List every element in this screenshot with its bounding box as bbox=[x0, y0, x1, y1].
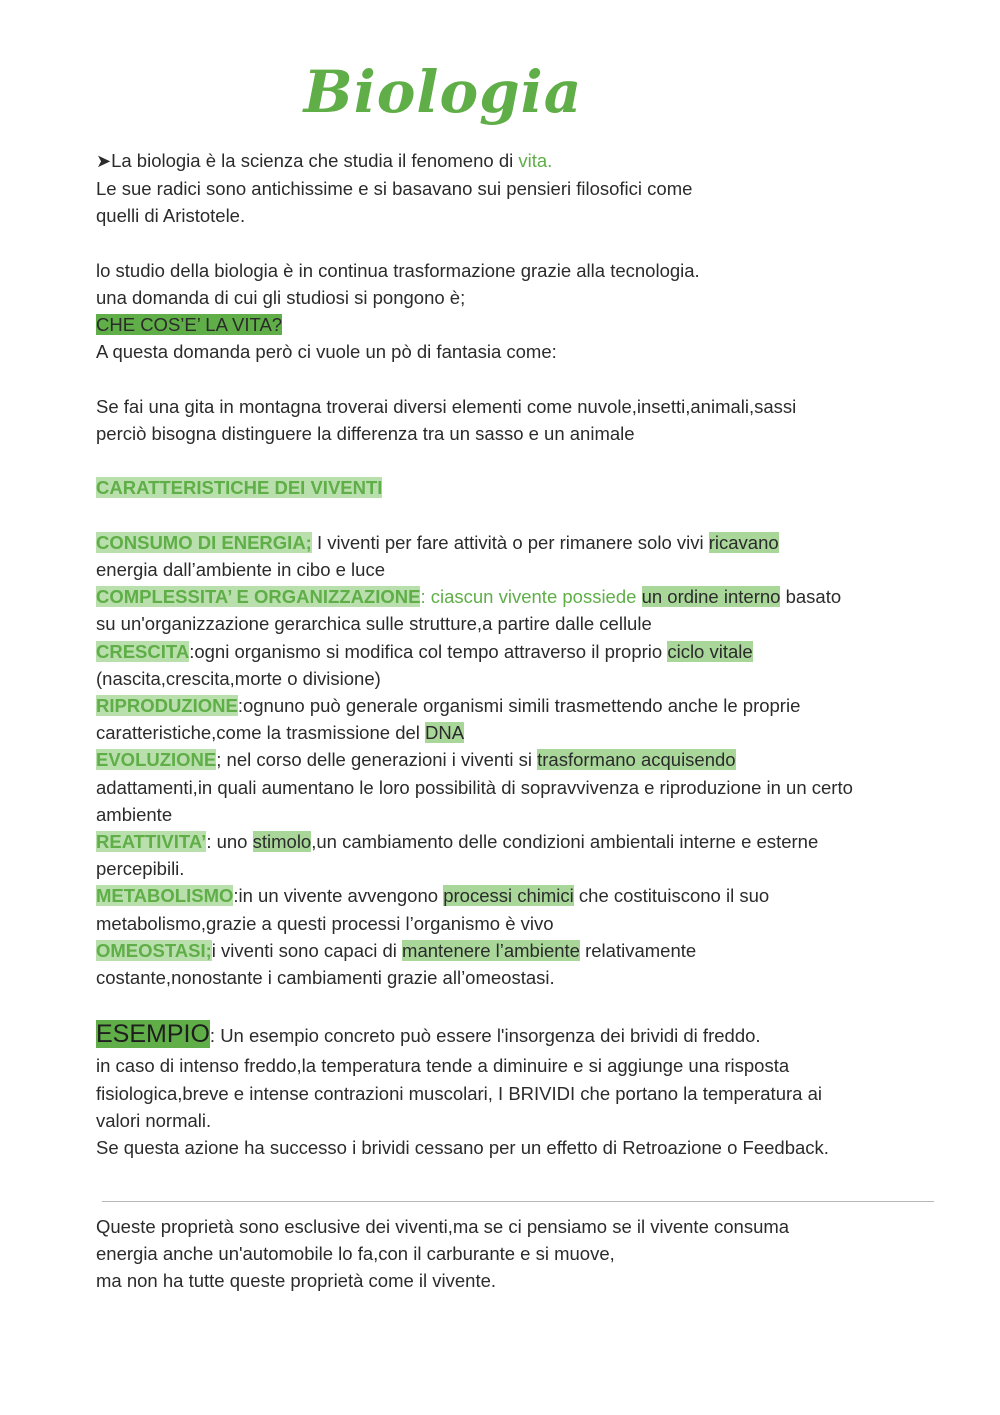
characteristic-energia-line-2: energia dall’ambiente in cibo e luce bbox=[96, 558, 385, 580]
characteristic-reattivita bbox=[96, 828, 956, 855]
characteristic-reattivita-line-2: percepibili. bbox=[96, 858, 185, 880]
main-content bbox=[96, 147, 956, 1161]
example-text: : Un esempio concreto può essere l'insorgenza dei brividi di freddo. bbox=[209, 1025, 761, 1047]
characteristic-crescita bbox=[96, 638, 956, 665]
characteristic-metabolismo-line-2: metabolismo,grazie a questi processi l’organismo è vivo bbox=[96, 912, 554, 934]
highlight: stimolo bbox=[252, 831, 312, 853]
paragraph-2-line-2: una domanda di cui gli studiosi si pongono è; bbox=[96, 287, 466, 308]
characteristic-text: ,un cambiamento delle condizioni ambientali interne e esterne bbox=[311, 831, 819, 853]
example-line-5: Se questa azione ha successo i brividi cessano per un effetto di Retroazione o Feedback. bbox=[96, 1137, 829, 1159]
horizontal-divider bbox=[102, 1201, 934, 1202]
example-line-2: in caso di intenso freddo,la temperatura tende a diminuire e si aggiunge una risposta bbox=[96, 1055, 790, 1077]
intro-line-3: quelli di Aristotele. bbox=[96, 205, 246, 227]
characteristic-text: I viventi per fare attività o per rimanere solo vivi bbox=[311, 531, 709, 553]
characteristic-text: che costituiscono il suo bbox=[573, 885, 770, 907]
footer-paragraph bbox=[96, 1213, 956, 1295]
keyword-evoluzione: EVOLUZIONE bbox=[96, 749, 217, 771]
highlight: processi chimici bbox=[443, 885, 574, 907]
arrow-icon: ➤ bbox=[96, 151, 112, 171]
characteristic-omeostasi bbox=[96, 937, 956, 964]
example-line-3: fisiologica,breve e intense contrazioni muscolari, I BRIVIDI che portano la temperatura ai bbox=[96, 1082, 822, 1104]
intro-text: La biologia è la scienza che studia il fenomeno di bbox=[111, 150, 519, 171]
section-heading-line bbox=[96, 474, 956, 501]
characteristic-riproduzione-line-2 bbox=[96, 719, 956, 746]
footer-line-3: ma non ha tutte queste proprietà come il vivente. bbox=[96, 1270, 497, 1292]
intro-line-2: Le sue radici sono antichissime e si basavano sui pensieri filosofici come bbox=[96, 178, 693, 200]
characteristic-text: i viventi sono capaci di bbox=[211, 939, 403, 961]
footer-line-2: energia anche un'automobile lo fa,con il carburante e si muove, bbox=[96, 1243, 615, 1265]
characteristic-text: basato bbox=[780, 586, 842, 608]
question-highlight: CHE COS’E’ LA VITA? bbox=[96, 314, 283, 336]
highlight: trasformano acquisendo bbox=[537, 749, 736, 771]
characteristic-text: :in un vivente avvengono bbox=[233, 885, 444, 907]
characteristic-text: : uno bbox=[206, 831, 253, 853]
paragraph-3-line-2: perciò bisogna distinguere la differenza tra un sasso e un animale bbox=[96, 423, 635, 444]
characteristic-riproduzione bbox=[96, 692, 956, 719]
characteristic-evoluzione-line-2: adattamenti,in quali aumentano le loro possibilità di sopravvivenza e riproduzione in un certo bbox=[96, 776, 853, 798]
question-line bbox=[96, 311, 956, 338]
keyword-crescita: CRESCITA bbox=[96, 640, 190, 662]
example-line-1 bbox=[96, 1018, 956, 1052]
example-label: ESEMPIO bbox=[96, 1020, 210, 1049]
keyword-energia: CONSUMO DI ENERGIA; bbox=[96, 531, 312, 553]
keyword-omeostasi: OMEOSTASI; bbox=[96, 939, 212, 961]
characteristic-complessita bbox=[96, 583, 956, 610]
intro-line-1 bbox=[96, 147, 956, 175]
characteristic-crescita-line-2: (nascita,crescita,morte o divisione) bbox=[96, 667, 381, 689]
paragraph-2-line-4: A questa domanda però ci vuole un pò di fantasia come: bbox=[96, 341, 557, 363]
characteristic-text: ; nel corso delle generazioni i viventi si bbox=[216, 749, 538, 771]
page-title: Biologia bbox=[303, 58, 583, 126]
characteristic-text: caratteristiche,come la trasmissione del bbox=[96, 722, 426, 744]
characteristic-metabolismo bbox=[96, 882, 956, 909]
keyword-riproduzione: RIPRODUZIONE bbox=[96, 695, 238, 716]
keyword-metabolismo: METABOLISMO bbox=[96, 885, 234, 907]
section-heading: CARATTERISTICHE DEI VIVENTI bbox=[96, 477, 383, 499]
keyword-complessita: COMPLESSITA’ E ORGANIZZAZIONE bbox=[96, 586, 421, 608]
footer-line-1: Queste proprietà sono esclusive dei viventi,ma se ci pensiamo se il vivente consuma bbox=[96, 1216, 790, 1237]
paragraph-2-line-1: lo studio della biologia è in continua trasformazione grazie alla tecnologia. bbox=[96, 259, 700, 281]
keyword-reattivita: REATTIVITA’ bbox=[96, 831, 207, 853]
highlight: ricavano bbox=[708, 531, 779, 553]
characteristic-text: relativamente bbox=[579, 939, 697, 961]
highlight: ciclo vitale bbox=[667, 640, 753, 662]
characteristic-evoluzione-line-3: ambiente bbox=[96, 803, 173, 825]
characteristic-text: : ciascun vivente possiede bbox=[420, 586, 642, 608]
characteristic-text: :ognuno può generale organismi simili trasmettendo anche le proprie bbox=[237, 695, 801, 716]
highlight: mantenere l’ambiente bbox=[402, 939, 580, 961]
characteristic-text: :ogni organismo si modifica col tempo attraverso il proprio bbox=[189, 640, 668, 662]
highlight: DNA bbox=[425, 722, 465, 744]
characteristic-evoluzione bbox=[96, 746, 956, 773]
characteristic-complessita-line-2: su un'organizzazione gerarchica sulle strutture,a partire dalle cellule bbox=[96, 613, 652, 635]
paragraph-3-line-1: Se fai una gita in montagna troverai diversi elementi come nuvole,insetti,animali,sassi bbox=[96, 395, 797, 417]
intro-keyword-vita: vita. bbox=[518, 150, 553, 171]
characteristic-energia bbox=[96, 529, 956, 556]
example-line-4: valori normali. bbox=[96, 1109, 212, 1131]
characteristic-omeostasi-line-2: costante,nonostante i cambiamenti grazie all’omeostasi. bbox=[96, 967, 555, 989]
highlight: un ordine interno bbox=[641, 586, 781, 608]
